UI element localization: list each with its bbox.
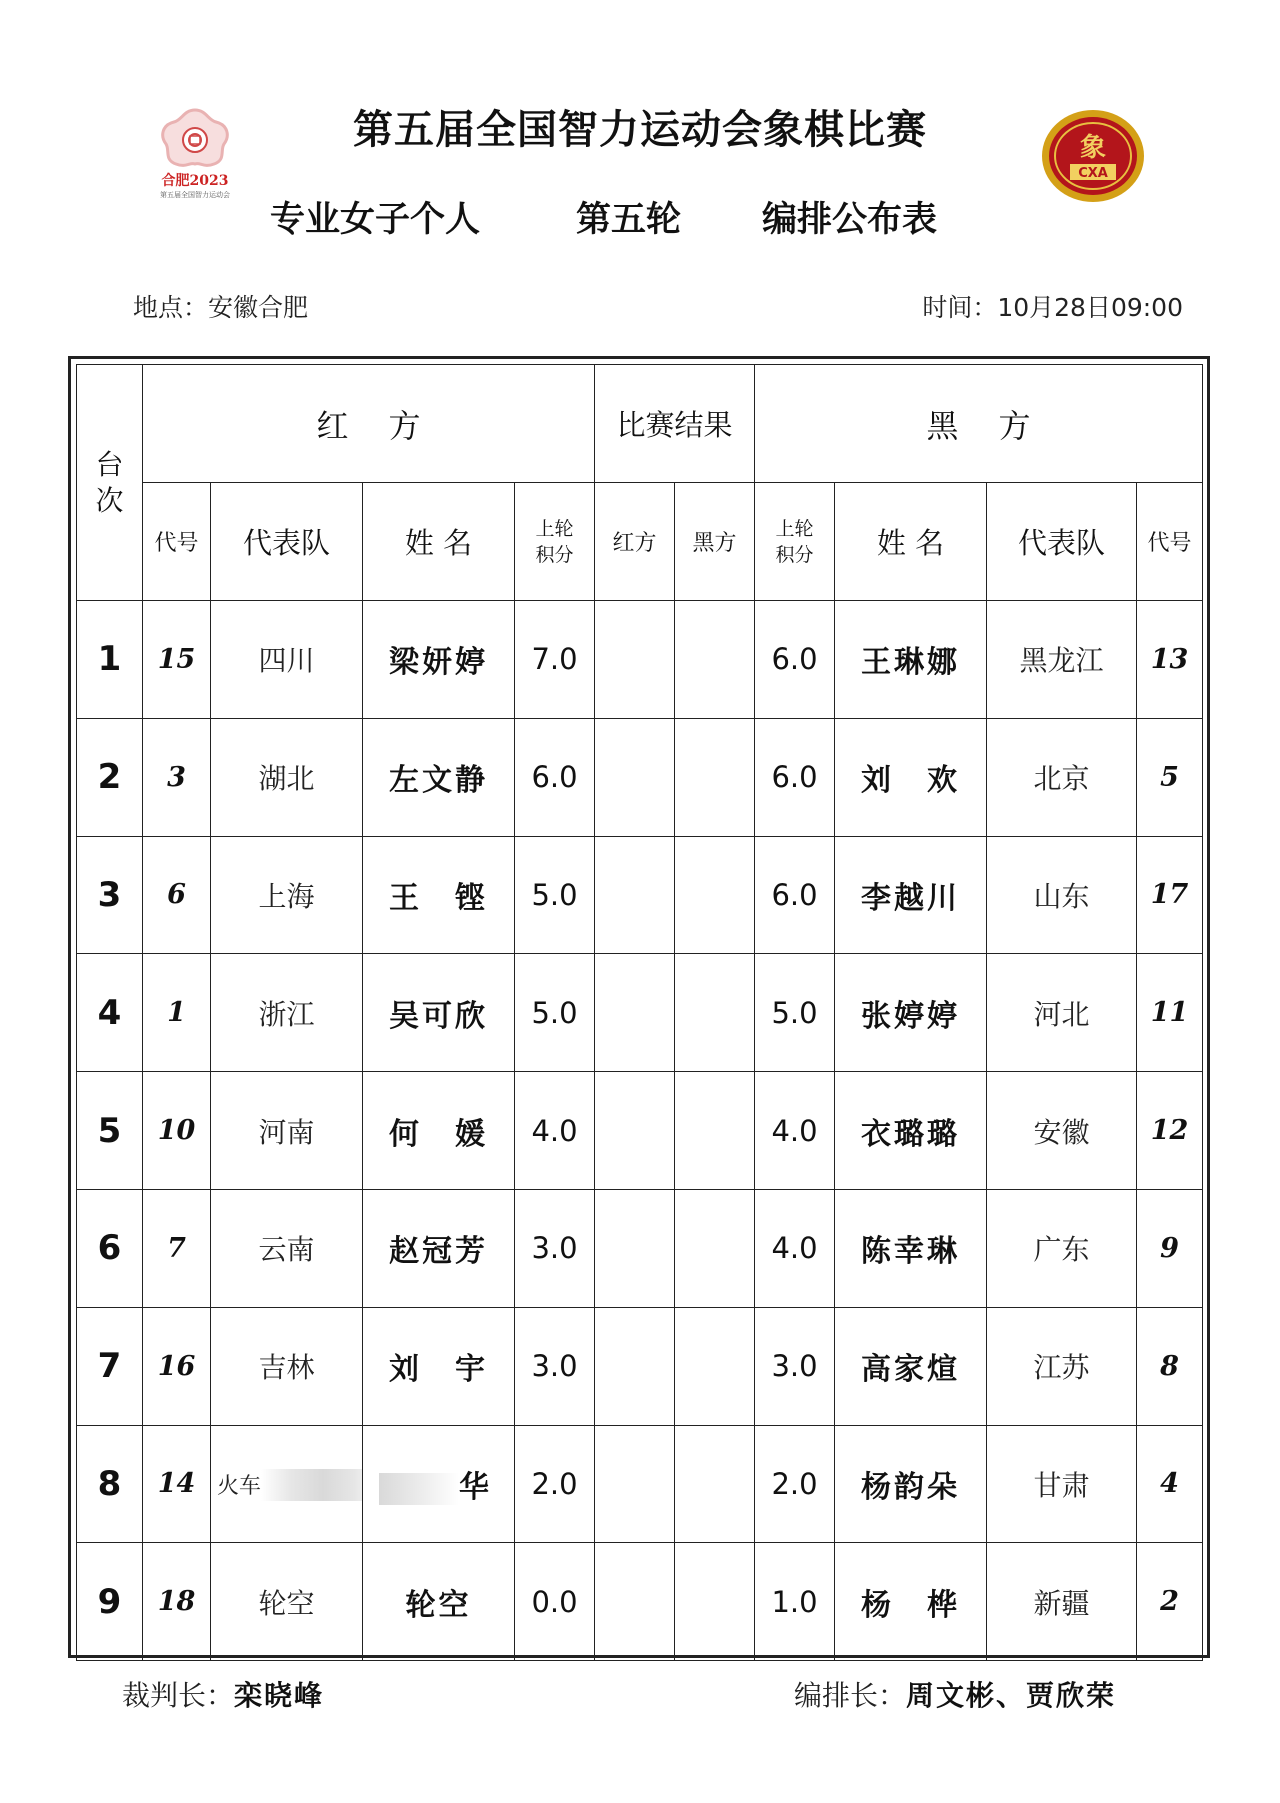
- black-team: 甘肃: [987, 1425, 1137, 1543]
- black-player: 王琳娜: [835, 601, 987, 719]
- black-prev-score: 2.0: [755, 1425, 835, 1543]
- black-player: 李越川: [835, 836, 987, 954]
- board-number: 5: [77, 1072, 143, 1190]
- result-header: 比赛结果: [595, 365, 755, 483]
- red-player-partial: 华: [459, 1469, 492, 1505]
- red-team: 上海: [211, 836, 363, 954]
- logo-right-char: 象: [1079, 133, 1107, 163]
- black-code: 4: [1137, 1425, 1203, 1543]
- red-player: 轮空: [363, 1543, 515, 1661]
- red-player: 何 媛: [363, 1072, 515, 1190]
- result-black-cell: [675, 954, 755, 1072]
- result-black-cell: [675, 1189, 755, 1307]
- black-player: 刘 欢: [835, 718, 987, 836]
- red-side-header: 红方: [143, 365, 595, 483]
- black-code: 13: [1137, 601, 1203, 719]
- result-red-header: 红方: [595, 483, 675, 601]
- result-red-cell: [595, 601, 675, 719]
- red-team: 河南: [211, 1072, 363, 1190]
- board-number: 1: [77, 601, 143, 719]
- chief-arranger: [794, 1674, 1116, 1714]
- black-team: 黑龙江: [987, 601, 1137, 719]
- red-prev-score: 0.0: [515, 1543, 595, 1661]
- black-team: 河北: [987, 954, 1137, 1072]
- red-code: 10: [143, 1072, 211, 1190]
- black-code: 12: [1137, 1072, 1203, 1190]
- black-team-header: 代表队: [987, 483, 1137, 601]
- red-team: 云南: [211, 1189, 363, 1307]
- red-prev-score: 5.0: [515, 954, 595, 1072]
- red-code: 16: [143, 1307, 211, 1425]
- pairing-table: [76, 364, 1203, 1661]
- red-code-header: 代号: [143, 483, 211, 601]
- black-prev-score-header: 上轮积分: [755, 483, 835, 601]
- red-team: 吉林: [211, 1307, 363, 1425]
- round-time: 时间：10月28日09:00: [922, 293, 1183, 322]
- board-number: 6: [77, 1189, 143, 1307]
- red-team-header: 代表队: [211, 483, 363, 601]
- red-player: 左文静: [363, 718, 515, 836]
- result-red-cell: [595, 1543, 675, 1661]
- document-type: 编排公布表: [762, 199, 938, 240]
- red-code: 6: [143, 836, 211, 954]
- black-name-header: 姓 名: [835, 483, 987, 601]
- black-prev-score: 6.0: [755, 601, 835, 719]
- red-code: 18: [143, 1543, 211, 1661]
- venue-location: 地点：安徽合肥: [133, 293, 309, 322]
- red-team: 湖北: [211, 718, 363, 836]
- red-player-redacted: [363, 1425, 515, 1543]
- result-black-cell: [675, 718, 755, 836]
- black-side-header: 黑方: [755, 365, 1203, 483]
- black-player: 杨 桦: [835, 1543, 987, 1661]
- black-code: 11: [1137, 954, 1203, 1072]
- red-prev-score: 3.0: [515, 1189, 595, 1307]
- black-prev-score: 5.0: [755, 954, 835, 1072]
- black-code: 8: [1137, 1307, 1203, 1425]
- black-player: 杨韵朵: [835, 1425, 987, 1543]
- red-code: 1: [143, 954, 211, 1072]
- black-code-header: 代号: [1137, 483, 1203, 601]
- black-player: 高家煊: [835, 1307, 987, 1425]
- table-row: [77, 718, 1203, 836]
- red-prev-score-header: 上轮积分: [515, 483, 595, 601]
- result-black-cell: [675, 601, 755, 719]
- redaction-blur: [261, 1469, 362, 1501]
- result-red-cell: [595, 1189, 675, 1307]
- red-code: 15: [143, 601, 211, 719]
- red-code: 14: [143, 1425, 211, 1543]
- red-name-header: 姓 名: [363, 483, 515, 601]
- black-team: 安徽: [987, 1072, 1137, 1190]
- black-team: 广东: [987, 1189, 1137, 1307]
- board-number: 2: [77, 718, 143, 836]
- black-team: 新疆: [987, 1543, 1137, 1661]
- red-player: 吴可欣: [363, 954, 515, 1072]
- red-prev-score: 3.0: [515, 1307, 595, 1425]
- pairing-table-frame: [68, 356, 1210, 1658]
- table-row: [77, 1072, 1203, 1190]
- chief-referee-label: 裁判长：: [122, 1679, 235, 1712]
- result-black-header: 黑方: [675, 483, 755, 601]
- result-black-cell: [675, 1072, 755, 1190]
- header-row-groups: [77, 365, 1203, 483]
- black-prev-score: 6.0: [755, 718, 835, 836]
- red-team-partial: 火车: [217, 1473, 262, 1499]
- event-name: 专业女子个人: [270, 199, 481, 240]
- red-prev-score: 4.0: [515, 1072, 595, 1190]
- table-row: [77, 836, 1203, 954]
- red-player: 梁妍婷: [363, 601, 515, 719]
- board-number: 4: [77, 954, 143, 1072]
- red-team: 轮空: [211, 1543, 363, 1661]
- redaction-blur: [379, 1473, 459, 1505]
- black-player: 衣璐璐: [835, 1072, 987, 1190]
- red-player: 王 铿: [363, 836, 515, 954]
- board-number: 9: [77, 1543, 143, 1661]
- result-red-cell: [595, 1425, 675, 1543]
- result-black-cell: [675, 1543, 755, 1661]
- chief-referee: [122, 1674, 324, 1714]
- logo-left-text: 合肥2023: [161, 173, 229, 189]
- black-prev-score: 4.0: [755, 1189, 835, 1307]
- table-row: [77, 1189, 1203, 1307]
- black-code: 9: [1137, 1189, 1203, 1307]
- black-team: 山东: [987, 836, 1137, 954]
- black-prev-score: 1.0: [755, 1543, 835, 1661]
- result-black-cell: [675, 1307, 755, 1425]
- black-code: 5: [1137, 718, 1203, 836]
- black-player: 陈幸琳: [835, 1189, 987, 1307]
- header-row-columns: [77, 483, 1203, 601]
- black-player: 张婷婷: [835, 954, 987, 1072]
- chief-arranger-label: 编排长：: [794, 1679, 907, 1712]
- round-name: 第五轮: [576, 199, 682, 240]
- red-prev-score: 2.0: [515, 1425, 595, 1543]
- red-prev-score: 5.0: [515, 836, 595, 954]
- black-team: 北京: [987, 718, 1137, 836]
- board-number: 7: [77, 1307, 143, 1425]
- black-prev-score: 6.0: [755, 836, 835, 954]
- logo-right-text: CXA: [1078, 166, 1108, 181]
- result-red-cell: [595, 718, 675, 836]
- red-team: 浙江: [211, 954, 363, 1072]
- red-prev-score: 7.0: [515, 601, 595, 719]
- table-row: [77, 954, 1203, 1072]
- red-team: 四川: [211, 601, 363, 719]
- red-player: 赵冠芳: [363, 1189, 515, 1307]
- black-prev-score: 3.0: [755, 1307, 835, 1425]
- board-number: 8: [77, 1425, 143, 1543]
- table-row: [77, 1307, 1203, 1425]
- result-red-cell: [595, 1072, 675, 1190]
- red-team-redacted: [211, 1425, 363, 1543]
- result-red-cell: [595, 954, 675, 1072]
- black-prev-score: 4.0: [755, 1072, 835, 1190]
- board-number: 3: [77, 836, 143, 954]
- table-row: [77, 601, 1203, 719]
- red-code: 7: [143, 1189, 211, 1307]
- result-red-cell: [595, 836, 675, 954]
- table-row: [77, 1543, 1203, 1661]
- black-team: 江苏: [987, 1307, 1137, 1425]
- black-code: 2: [1137, 1543, 1203, 1661]
- result-black-cell: [675, 836, 755, 954]
- red-player: 刘 宇: [363, 1307, 515, 1425]
- logo-left-subtext: 第五届全国智力运动会: [160, 191, 230, 199]
- chief-arranger-names: 周文彬、贾欣荣: [906, 1679, 1117, 1712]
- board-column-header: 台次: [77, 365, 143, 601]
- page-title: 第五届全国智力运动会象棋比赛: [353, 106, 927, 153]
- table-row: [77, 1425, 1203, 1543]
- result-black-cell: [675, 1425, 755, 1543]
- chief-referee-name: 栾晓峰: [234, 1679, 325, 1712]
- red-code: 3: [143, 718, 211, 836]
- result-red-cell: [595, 1307, 675, 1425]
- red-prev-score: 6.0: [515, 718, 595, 836]
- pairing-rows: [77, 601, 1203, 1661]
- black-code: 17: [1137, 836, 1203, 954]
